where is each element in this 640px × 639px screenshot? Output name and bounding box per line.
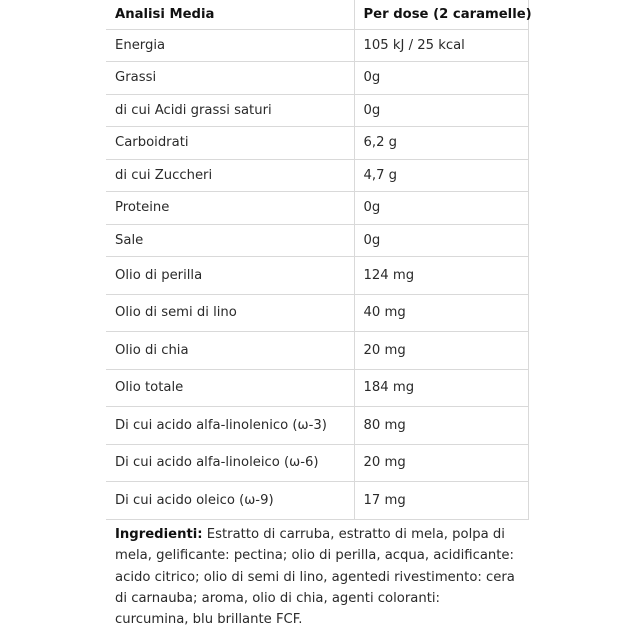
nutrient-value: 0g [354,62,528,95]
ingredients-label: Ingredienti: [115,527,203,542]
nutrient-value: 6,2 g [354,127,528,160]
nutrient-value: 20 mg [354,332,528,370]
nutrient-name: di cui Zuccheri [106,159,354,192]
table-row [106,257,528,295]
table-row [106,444,528,482]
nutrition-table [106,0,532,520]
nutrient-value: 0g [354,224,528,257]
nutrient-name: Sale [106,224,354,257]
nutrient-name: Di cui acido oleico (ω-9) [106,482,354,520]
table-row [106,332,528,370]
header-analisi-media: Analisi Media [106,0,354,29]
nutrient-name: Proteine [106,192,354,225]
nutrient-value: 184 mg [354,369,528,407]
table-row [106,369,528,407]
header-per-dose: Per dose (2 caramelle) [354,0,528,29]
nutrient-name: Di cui acido alfa-linolenico (ω-3) [106,407,354,445]
nutrient-name: di cui Acidi grassi saturi [106,94,354,127]
table-row [106,407,528,445]
nutrient-name: Carboidrati [106,127,354,160]
nutrient-name: Energia [106,29,354,62]
table-row [106,224,528,257]
nutrient-value: 80 mg [354,407,528,445]
nutrient-value: 40 mg [354,294,528,332]
ingredients-paragraph [115,524,515,630]
table-header-row [106,0,528,29]
nutrient-value: 0g [354,192,528,225]
nutrient-name: Di cui acido alfa-linoleico (ω-6) [106,444,354,482]
table-row [106,192,528,225]
nutrient-value: 20 mg [354,444,528,482]
nutrient-name: Olio totale [106,369,354,407]
nutrient-name: Olio di semi di lino [106,294,354,332]
table-row [106,127,528,160]
nutrient-name: Grassi [106,62,354,95]
nutrient-value: 4,7 g [354,159,528,192]
nutrient-value: 17 mg [354,482,528,520]
table-row [106,482,528,520]
ingredients-text: Estratto di carruba, estratto di mela, polpa di mela, gelificante: pectina; olio di perilla, acqua, acidificante: acido citrico; olio di semi di lino, agentedi rivestimento: cera di carnauba; aroma, olio di chia, agenti coloranti: curcumina, blu brillante FCF. [115,527,515,628]
nutrient-value: 0g [354,94,528,127]
nutrient-name: Olio di chia [106,332,354,370]
table-row [106,94,528,127]
table-row [106,62,528,95]
table-row [106,159,528,192]
nutrient-value: 105 kJ / 25 kcal [354,29,528,62]
nutrient-name: Olio di perilla [106,257,354,295]
table-row [106,29,528,62]
table-row [106,294,528,332]
nutrient-value: 124 mg [354,257,528,295]
